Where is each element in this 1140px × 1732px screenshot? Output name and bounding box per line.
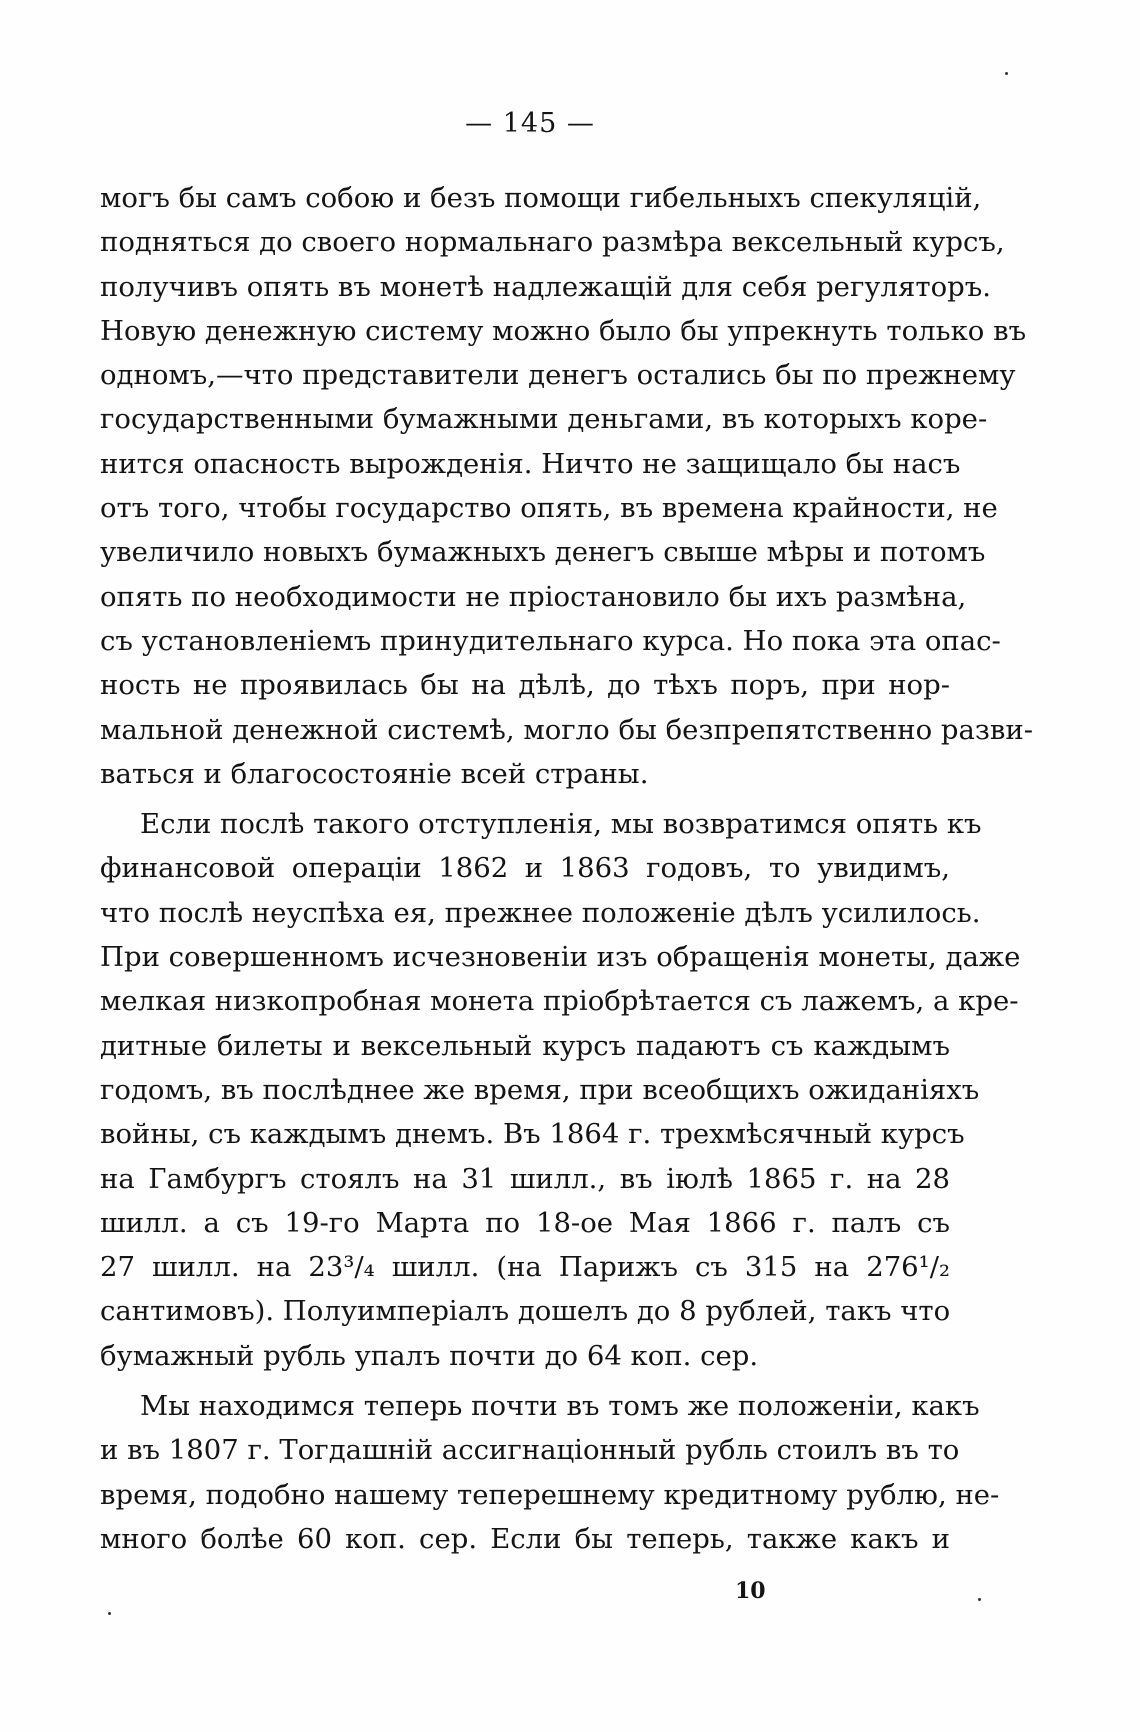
text-line: время, подобно нашему теперешнему кредитному рублю, не- [100, 1478, 1000, 1511]
text-line: отъ того, чтобы государство опять, въ времена крайности, не [100, 492, 998, 525]
text-line: 27 шилл. на 23³/₄ шилл. (на Парижъ съ 315 на 276¹/₂ [100, 1251, 950, 1284]
text-line: мальной денежной системѣ, могло бы безпрепятственно разви- [100, 713, 1033, 746]
text-line: мелкая низкопробная монета пріобрѣтается съ лажемъ, а кре- [100, 985, 1019, 1018]
text-line: дитные билеты и вексельный курсъ падаютъ съ каждымъ [100, 1029, 950, 1062]
text-line: и въ 1807 г. Тогдашній ассигнаціонный рубль стоилъ въ то [100, 1434, 960, 1467]
text-line: ваться и благосостояніе всей страны. [100, 757, 649, 790]
text-line: опять по необходимости не пріостановило бы ихъ размѣна, [100, 580, 967, 613]
page-number: — 145 — [465, 108, 595, 139]
text-line: годомъ, въ послѣднее же время, при всеобщихъ ожиданіяхъ [100, 1073, 980, 1106]
text-line: бумажный рубль упалъ почти до 64 коп. сер. [100, 1339, 759, 1372]
paragraph-2 [100, 802, 1021, 1378]
text-line: подняться до своего нормальнаго размѣра вексельный курсъ, [100, 226, 1005, 259]
text-line: финансовой операціи 1862 и 1863 годовъ, то увидимъ, [100, 852, 950, 885]
text-line: Мы находимся теперь почти въ томъ же положеніи, какъ [140, 1390, 980, 1423]
text-line: Новую денежную систему можно было бы упрекнуть только въ [100, 314, 1027, 347]
text-line: При совершенномъ исчезновеніи изъ обращенія монеты, даже [100, 941, 1021, 974]
text-line: много болѣе 60 коп. сер. Если бы теперь, также какъ и [100, 1522, 950, 1555]
paragraph-3 [100, 1384, 1000, 1561]
paragraph-1 [100, 176, 1033, 796]
body-text [100, 176, 1033, 1561]
text-line: Если послѣ такого отступленія, мы возвратимся опять къ [140, 808, 982, 841]
text-line: одномъ,—что представители денегъ остались бы по прежнему [100, 359, 1016, 392]
text-line: государственными бумажными деньгами, въ которыхъ коре- [100, 403, 988, 436]
paper-speck [978, 1598, 981, 1601]
text-line: на Гамбургъ стоялъ на 31 шилл., въ іюлѣ 1865 г. на 28 [100, 1162, 950, 1195]
text-line: съ установленіемъ принудительнаго курса. Но пока эта опас- [100, 624, 1001, 657]
text-line: получивъ опять въ монетѣ надлежащій для себя регуляторъ. [100, 270, 991, 303]
text-line: сантимовъ). Полуимперіалъ дошелъ до 8 рублей, такъ что [100, 1295, 951, 1328]
text-line: ность не проявилась бы на дѣлѣ, до тѣхъ поръ, при нор- [100, 669, 950, 702]
text-line: увеличило новыхъ бумажныхъ денегъ свыше мѣры и потомъ [100, 536, 986, 569]
text-line: нится опасность вырожденія. Ничто не защищало бы насъ [100, 447, 961, 480]
text-line: войны, съ каждымъ днемъ. Въ 1864 г. трехмѣсячный курсъ [100, 1118, 965, 1151]
signature-mark: 10 [735, 1578, 766, 1604]
paper-speck [108, 1612, 111, 1615]
text-line: что послѣ неуспѣха ея, прежнее положеніе дѣлъ усилилось. [100, 896, 981, 929]
text-line: шилл. а съ 19-го Марта по 18-ое Мая 1866 г. палъ съ [100, 1206, 950, 1239]
text-line: могъ бы самъ собою и безъ помощи гибельныхъ спекуляцій, [100, 182, 982, 214]
paper-speck [1005, 72, 1008, 75]
